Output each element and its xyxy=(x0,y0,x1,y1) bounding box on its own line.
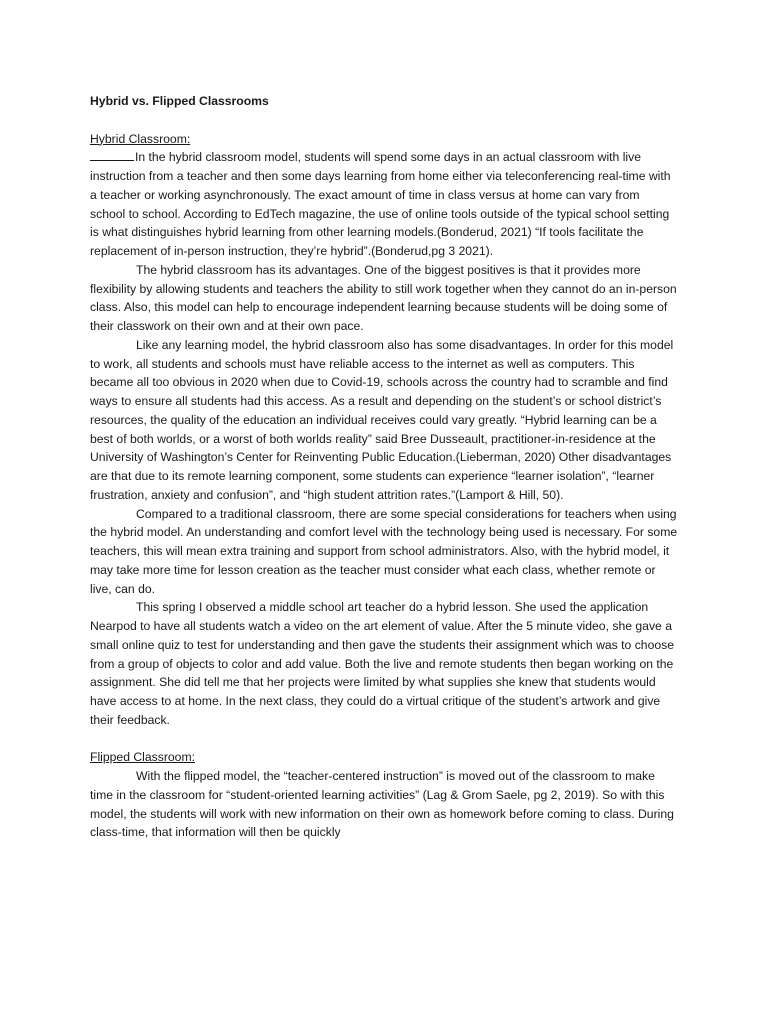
paragraph: With the flipped model, the “teacher-centered instruction” is moved out of the classroom to make time in the classroom for “student-oriented learning activities” (Lag & Grom Saele, pg 2, 2019). So with this model, the students will work with new information on their own as homework before coming to class. During class-time, that information will then be quickly xyxy=(90,769,674,840)
blank-line xyxy=(90,111,678,130)
section-flipped xyxy=(90,748,678,842)
blank-line xyxy=(90,730,678,749)
document-title: Hybrid vs. Flipped Classrooms xyxy=(90,94,269,108)
section-heading-hybrid: Hybrid Classroom: xyxy=(90,131,191,146)
section-hybrid xyxy=(90,130,678,730)
paragraph: This spring I observed a middle school art teacher do a hybrid lesson. She used the application Nearpod to have all students watch a video on the art element of value. After the 5 minute video, she gave a small online quiz to test for understanding and then gave the students their assignment which was to choose from a group of objects to color and add value. Both the live and remote students then began working on the assignment. She did tell me that her projects were limited by what supplies she knew that students would have access to at home. In the next class, they could do a virtual critique of the student’s artwork and give their feedback. xyxy=(90,600,674,727)
document-page xyxy=(90,92,678,842)
section-heading-flipped: Flipped Classroom: xyxy=(90,750,195,765)
paragraph: Like any learning model, the hybrid classroom also has some disadvantages. In order for this model to work, all students and schools must have reliable access to the internet as well as computers. This became all too obvious in 2020 when due to Covid-19, schools across the country had to scramble and find ways to ensure all students had this access. As a result and depending on the student’s or school district’s resources, the quality of the education an individual receives could vary greatly. “Hybrid learning can be a best of both worlds, or a worst of both worlds reality” said Bree Dusseault, practitioner-in-residence at the University of Washington’s Center for Reinventing Public Education.(Lieberman, 2020) Other disadvantages are that due to its remote learning component, some students can experience “learner isolation”, “learner frustration, anxiety and confusion”, and “high student attrition rates.”(Lamport & Hill, 50). xyxy=(90,337,674,502)
paragraph-text: In the hybrid classroom model, students will spend some days in an actual classroom with live instruction from a teacher and then some days learning from home either via teleconferencing real-time with a teacher or working asynchronously. The exact amount of time in class versus at home can vary from school to school. According to EdTech magazine, the use of online tools outside of the typical school setting is what distinguishes hybrid learning from other learning models.(Bonderud, 2021) “If tools facilitate the replacement of in-person instruction, they’re hybrid”.(Bonderud,pg 3 2021). xyxy=(90,150,671,258)
indent-underline xyxy=(90,148,134,161)
paragraph: Compared to a traditional classroom, there are some special considerations for teachers when using the hybrid model. An understanding and comfort level with the technology being used is necessary. For some teachers, this will mean extra training and support from school administrators. Also, with the hybrid model, it may take more time for lesson creation as the teacher must consider what each class, whether remote or live, can do. xyxy=(90,506,678,596)
paragraph: The hybrid classroom has its advantages. One of the biggest positives is that it provides more flexibility by allowing students and teachers the ability to still work together when they cannot do an in-person class. Also, this model can help to encourage independent learning because students will be doing some of their classwork on their own and at their own pace. xyxy=(90,262,677,333)
paragraph xyxy=(90,148,678,261)
